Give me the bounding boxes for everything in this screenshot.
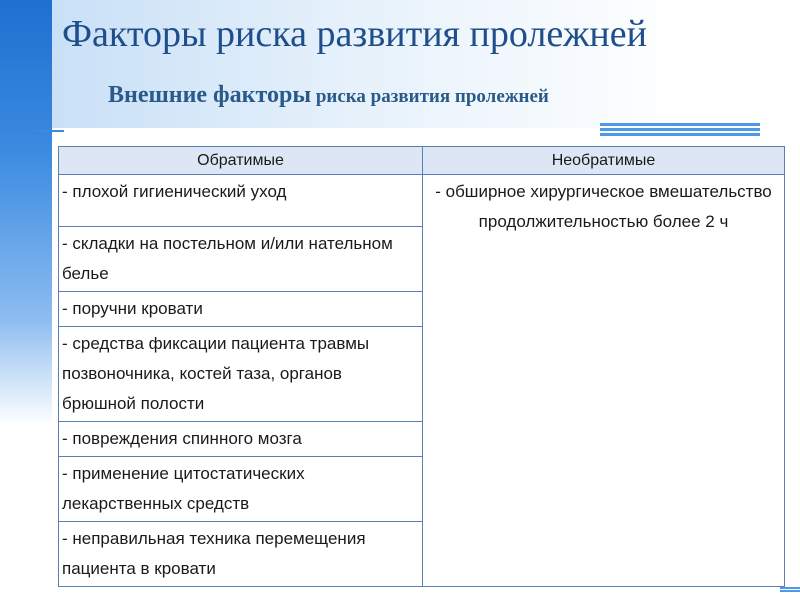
reversible-factor-cell: - повреждения спинного мозга [59,422,423,457]
subtitle-part-2: риска развития пролежней [311,86,549,107]
irreversible-factor-cell: - обширное хирургическое вмешательство продолжительностью более 2 ч [423,175,785,587]
reversible-factor-cell: - плохой гигиенический уход [59,175,423,227]
reversible-factor-cell: - складки на постельном и/или нательном белье [59,227,423,292]
slide-title: Факторы риска развития пролежней [62,13,647,55]
accent-stripes-bottom [780,587,800,593]
reversible-factor-cell: - средства фиксации пациента травмы позвоночника, костей таза, органов брюшной полости [59,327,423,422]
subtitle-part-1: Внешние факторы [108,82,312,108]
risk-factors-table [58,146,785,587]
slide-subtitle [108,82,549,109]
table-header-row [59,147,785,175]
table-row [59,175,785,227]
accent-line-left [34,130,64,132]
accent-stripes-right [600,123,760,137]
column-header-reversible: Обратимые [59,147,423,175]
reversible-factor-cell: - применение цитостатических лекарственных средств [59,457,423,522]
column-header-irreversible: Необратимые [423,147,785,175]
reversible-factor-cell: - поручни кровати [59,292,423,327]
reversible-factor-cell: - неправильная техника перемещения пациента в кровати [59,522,423,587]
left-decorative-band [0,0,52,425]
